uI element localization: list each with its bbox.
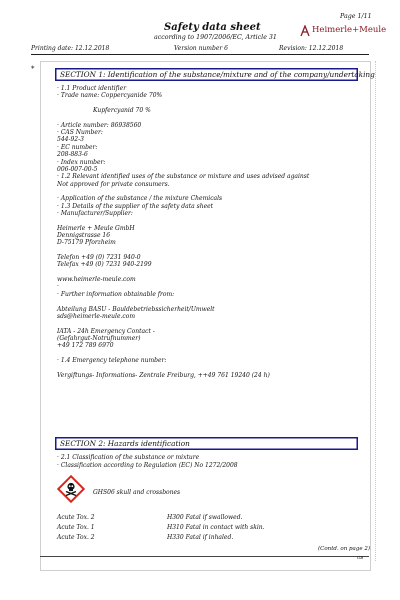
hazard-row	[57, 525, 337, 533]
continued-note: (Contd. on page 2)	[318, 546, 371, 552]
section-1-line: · EC number:	[57, 143, 98, 151]
section-1-heading	[55, 68, 375, 81]
section-1-line: · Trade name: Coppercyanide 70%	[57, 92, 163, 100]
document-title: Safety data sheet	[164, 22, 261, 33]
logo-text: Heimerle+Meule	[312, 25, 387, 35]
company-logo	[300, 24, 395, 40]
document-subtitle: according to 1907/2006/EC, Article 31	[154, 34, 277, 41]
section-1-line: · 1.2 Relevant identified uses of the substance or mixture and uses advised against	[57, 173, 310, 181]
section-1-line: Kupfercyanid 70 %	[93, 107, 151, 115]
section-1-line: · Article number: 86938560	[57, 121, 142, 129]
section-1-line: · 1.1 Product identifier	[57, 85, 127, 92]
header-divider	[31, 54, 369, 55]
logo-mark-icon	[300, 25, 310, 37]
section-1-line: · 1.3 Details of the supplier of the safety data sheet	[57, 202, 214, 210]
section-2-line: · 2.1 Classification of the substance or mixture	[57, 454, 200, 461]
hazard-statement: H310 Fatal in contact with skin.	[167, 524, 265, 531]
version-number: Version number 6	[174, 45, 228, 52]
language-code: GB	[357, 555, 364, 560]
section-1-line: (Gefahrgut-Notrufnummer)	[57, 334, 141, 342]
section-2-line: · Classification according to Regulation (EC) No 1272/2008	[57, 462, 238, 469]
section-1-line: · Application of the substance / the mixture Chemicals	[57, 195, 223, 203]
section-1-line: Telefax +49 (0) 7231 940-2199	[57, 261, 152, 269]
section-2-heading	[55, 437, 358, 450]
section-1-line: Not approved for private consumers.	[57, 180, 170, 188]
section-1-line: Heimerle + Meule GmbH	[57, 224, 135, 232]
section-1-line: Vergiftungs- Informations- Zentrale Freiburg, ++49 761 19240 (24 h)	[57, 371, 270, 379]
hazard-row	[57, 535, 337, 543]
section-1-line: IATA - 24h Emergency Contact -	[57, 327, 155, 335]
section-1-line: · Index number:	[57, 158, 106, 166]
section-1-line: www.heimerle-meule.com	[57, 276, 136, 284]
section-1-line: Telefon +49 (0) 7231 940-0	[57, 254, 141, 262]
page-number: Page 1/11	[340, 13, 372, 20]
section-1-line: · Manufacturer/Supplier:	[57, 209, 133, 217]
footer-divider	[40, 556, 369, 557]
section-1-line: sds@heimerle-meule.com	[57, 312, 136, 320]
hazard-category: Acute Tox. 2	[57, 534, 95, 541]
hazard-category: Acute Tox. 2	[57, 514, 95, 521]
printing-date: Printing date: 12.12.2018	[31, 45, 110, 52]
section-1-line: D-75179 Pforzheim	[57, 239, 116, 247]
right-margin-rule	[372, 61, 376, 561]
section-1-line: +49 172 789 6970	[57, 342, 114, 350]
skull-crossbones-icon	[57, 475, 85, 503]
hazard-statement: H300 Fatal if swallowed.	[167, 514, 243, 521]
section-1-line: 544-92-3	[57, 136, 84, 144]
pictogram-label: GHS06 skull and crossbones	[93, 489, 181, 496]
section-2-heading-text: SECTION 2: Hazards identification	[60, 439, 190, 448]
section-1-line: ·	[57, 283, 59, 291]
section-1-heading-text: SECTION 1: Identification of the substance/mixture and of the company/undertaking	[60, 70, 375, 79]
revision-date: Revision: 12.12.2018	[279, 45, 344, 52]
hazard-statement: H330 Fatal if inhaled.	[167, 534, 234, 541]
section-1-line: 006-007-00-5	[57, 165, 98, 173]
section-1-line: · CAS Number:	[57, 129, 103, 137]
section-1-line: · 1.4 Emergency telephone number:	[57, 356, 167, 364]
revision-marker: *	[31, 65, 35, 73]
hazard-category: Acute Tox. 1	[57, 524, 95, 531]
section-1-line: 208-883-6	[57, 151, 88, 159]
section-1-line: · Further information obtainable from:	[57, 290, 175, 298]
hazard-row	[57, 515, 337, 523]
section-1-line: Dennigstrasse 16	[57, 232, 111, 239]
section-1-line: Abteilung BASU - Bauldebetriebssicherheit/Umwelt	[57, 305, 215, 313]
